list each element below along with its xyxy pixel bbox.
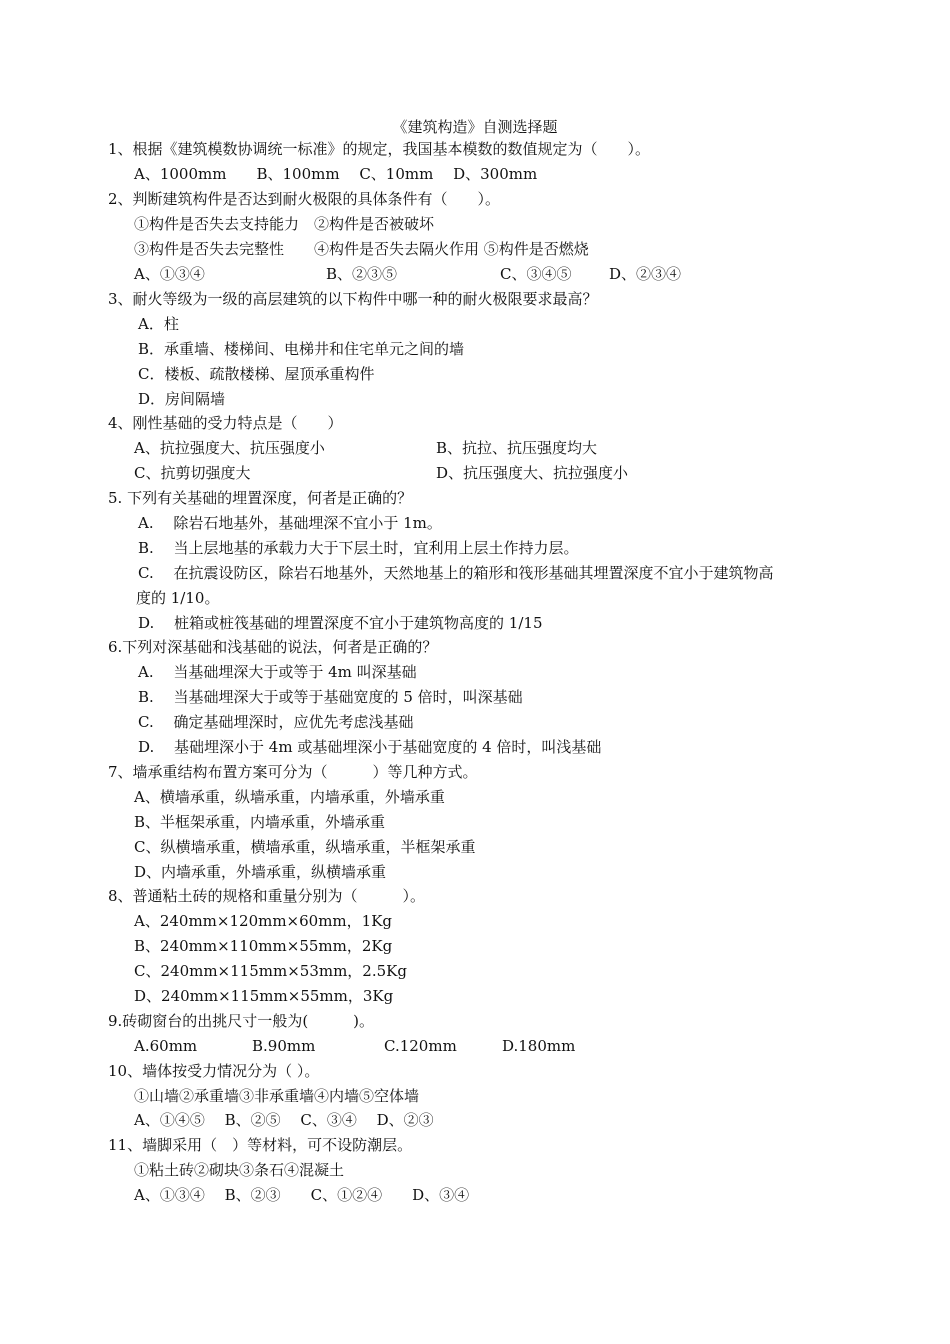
page-title: 《建筑构造》自测选择题 bbox=[392, 118, 558, 136]
question-6-option-c: C. 确定基础埋深时，应优先考虑浅基础 bbox=[138, 713, 414, 731]
question-10-items: ①山墙②承重墙③非承重墙④内墙⑤空体墙 bbox=[134, 1087, 420, 1105]
question-7-stem: 7、墙承重结构布置方案可分为（ ）等几种方式。 bbox=[108, 763, 478, 781]
question-11-items: ①粘土砖②砌块③条石④混凝土 bbox=[134, 1161, 345, 1179]
question-9-option-b: B.90mm bbox=[252, 1037, 316, 1055]
question-5-stem: 5. 下列有关基础的埋置深度，何者是正确的？ bbox=[108, 489, 413, 507]
question-9-option-d: D.180mm bbox=[502, 1037, 576, 1055]
question-2-items-2: ③构件是否失去完整性 ④构件是否失去隔火作用 ⑤构件是否燃烧 bbox=[134, 240, 589, 258]
question-7-option-b: B、半框架承重，内墙承重，外墙承重 bbox=[134, 813, 386, 831]
question-4-stem: 4、刚性基础的受力特点是（ ） bbox=[108, 414, 343, 432]
question-8-option-b: B、240mm×110mm×55mm，2Kg bbox=[134, 937, 393, 955]
question-7-option-c: C、纵横墙承重，横墙承重，纵墙承重，半框架承重 bbox=[134, 838, 476, 856]
question-2-option-d: D、②③④ bbox=[609, 265, 682, 283]
question-5-option-d: D. 桩箱或桩筏基础的埋置深度不宜小于建筑物高度的 1/15 bbox=[138, 614, 543, 632]
question-5-option-c-continued: 度的 1/10。 bbox=[136, 589, 220, 607]
question-8-stem: 8、普通粘土砖的规格和重量分别为（ ）。 bbox=[108, 887, 426, 905]
question-2-option-a: A、①③④ bbox=[134, 265, 205, 283]
question-5-option-a: A. 除岩石地基外，基础埋深不宜小于 1m。 bbox=[138, 514, 442, 532]
question-3-option-d: D．房间隔墙 bbox=[138, 390, 226, 408]
question-1-stem: 1、根据《建筑模数协调统一标准》的规定，我国基本模数的数值规定为（ ）。 bbox=[108, 140, 651, 158]
question-5-option-c: C. 在抗震设防区，除岩石地基外，天然地基上的箱形和筏形基础其埋置深度不宜小于建筑物高 bbox=[138, 564, 774, 582]
question-3-option-a: A．柱 bbox=[138, 315, 179, 333]
question-4-option-a: A、抗拉强度大、抗压强度小 bbox=[134, 439, 325, 457]
question-2-option-b: B、②③⑤ bbox=[326, 265, 398, 283]
question-11-options: A、①③④ B、②③ C、①②④ D、③④ bbox=[134, 1186, 470, 1204]
question-3-option-c: C．楼板、疏散楼梯、屋顶承重构件 bbox=[138, 365, 375, 383]
question-8-option-d: D、240mm×115mm×55mm，3Kg bbox=[134, 987, 394, 1005]
question-8-option-c: C、240mm×115mm×53mm，2.5Kg bbox=[134, 962, 407, 980]
question-3-stem: 3、耐火等级为一级的高层建筑的以下构件中哪一种的耐火极限要求最高？ bbox=[108, 290, 598, 308]
question-7-option-a: A、横墙承重，纵墙承重，内墙承重，外墙承重 bbox=[134, 788, 445, 806]
question-4-option-b: B、抗拉、抗压强度均大 bbox=[436, 439, 598, 457]
question-3-option-b: B．承重墙、楼梯间、电梯井和住宅单元之间的墙 bbox=[138, 340, 465, 358]
question-10-stem: 10、墙体按受力情况分为（ ）。 bbox=[108, 1062, 320, 1080]
question-11-stem: 11、墙脚采用（ ）等材料，可不设防潮层。 bbox=[108, 1136, 413, 1154]
question-4-option-d: D、抗压强度大、抗拉强度小 bbox=[436, 464, 629, 482]
question-2-items-1: ①构件是否失去支持能力 ②构件是否被破坏 bbox=[134, 215, 435, 233]
question-9-stem: 9.砖砌窗台的出挑尺寸一般为( )。 bbox=[108, 1012, 375, 1030]
question-6-option-b: B. 当基础埋深大于或等于基础宽度的 5 倍时，叫深基础 bbox=[138, 688, 523, 706]
question-9-option-c: C.120mm bbox=[384, 1037, 457, 1055]
question-2-option-c: C、③④⑤ bbox=[500, 265, 572, 283]
question-6-stem: 6.下列对深基础和浅基础的说法，何者是正确的？ bbox=[108, 638, 438, 656]
question-2-stem: 2、判断建筑构件是否达到耐火极限的具体条件有（ ）。 bbox=[108, 190, 501, 208]
question-6-option-a: A. 当基础埋深大于或等于 4m 叫深基础 bbox=[138, 663, 417, 681]
question-1-options: A、1000mm B、100mm C、10mm D、300mm bbox=[134, 165, 538, 183]
question-6-option-d: D. 基础埋深小于 4m 或基础埋深小于基础宽度的 4 倍时，叫浅基础 bbox=[138, 738, 602, 756]
question-9-option-a: A.60mm bbox=[134, 1037, 198, 1055]
question-5-option-b: B. 当上层地基的承载力大于下层土时，宜利用上层土作持力层。 bbox=[138, 539, 579, 557]
question-4-option-c: C、抗剪切强度大 bbox=[134, 464, 251, 482]
question-7-option-d: D、内墙承重，外墙承重，纵横墙承重 bbox=[134, 863, 387, 881]
question-10-options: A、①④⑤ B、②⑤ C、③④ D、②③ bbox=[134, 1111, 434, 1129]
question-8-option-a: A、240mm×120mm×60mm，1Kg bbox=[134, 912, 393, 930]
